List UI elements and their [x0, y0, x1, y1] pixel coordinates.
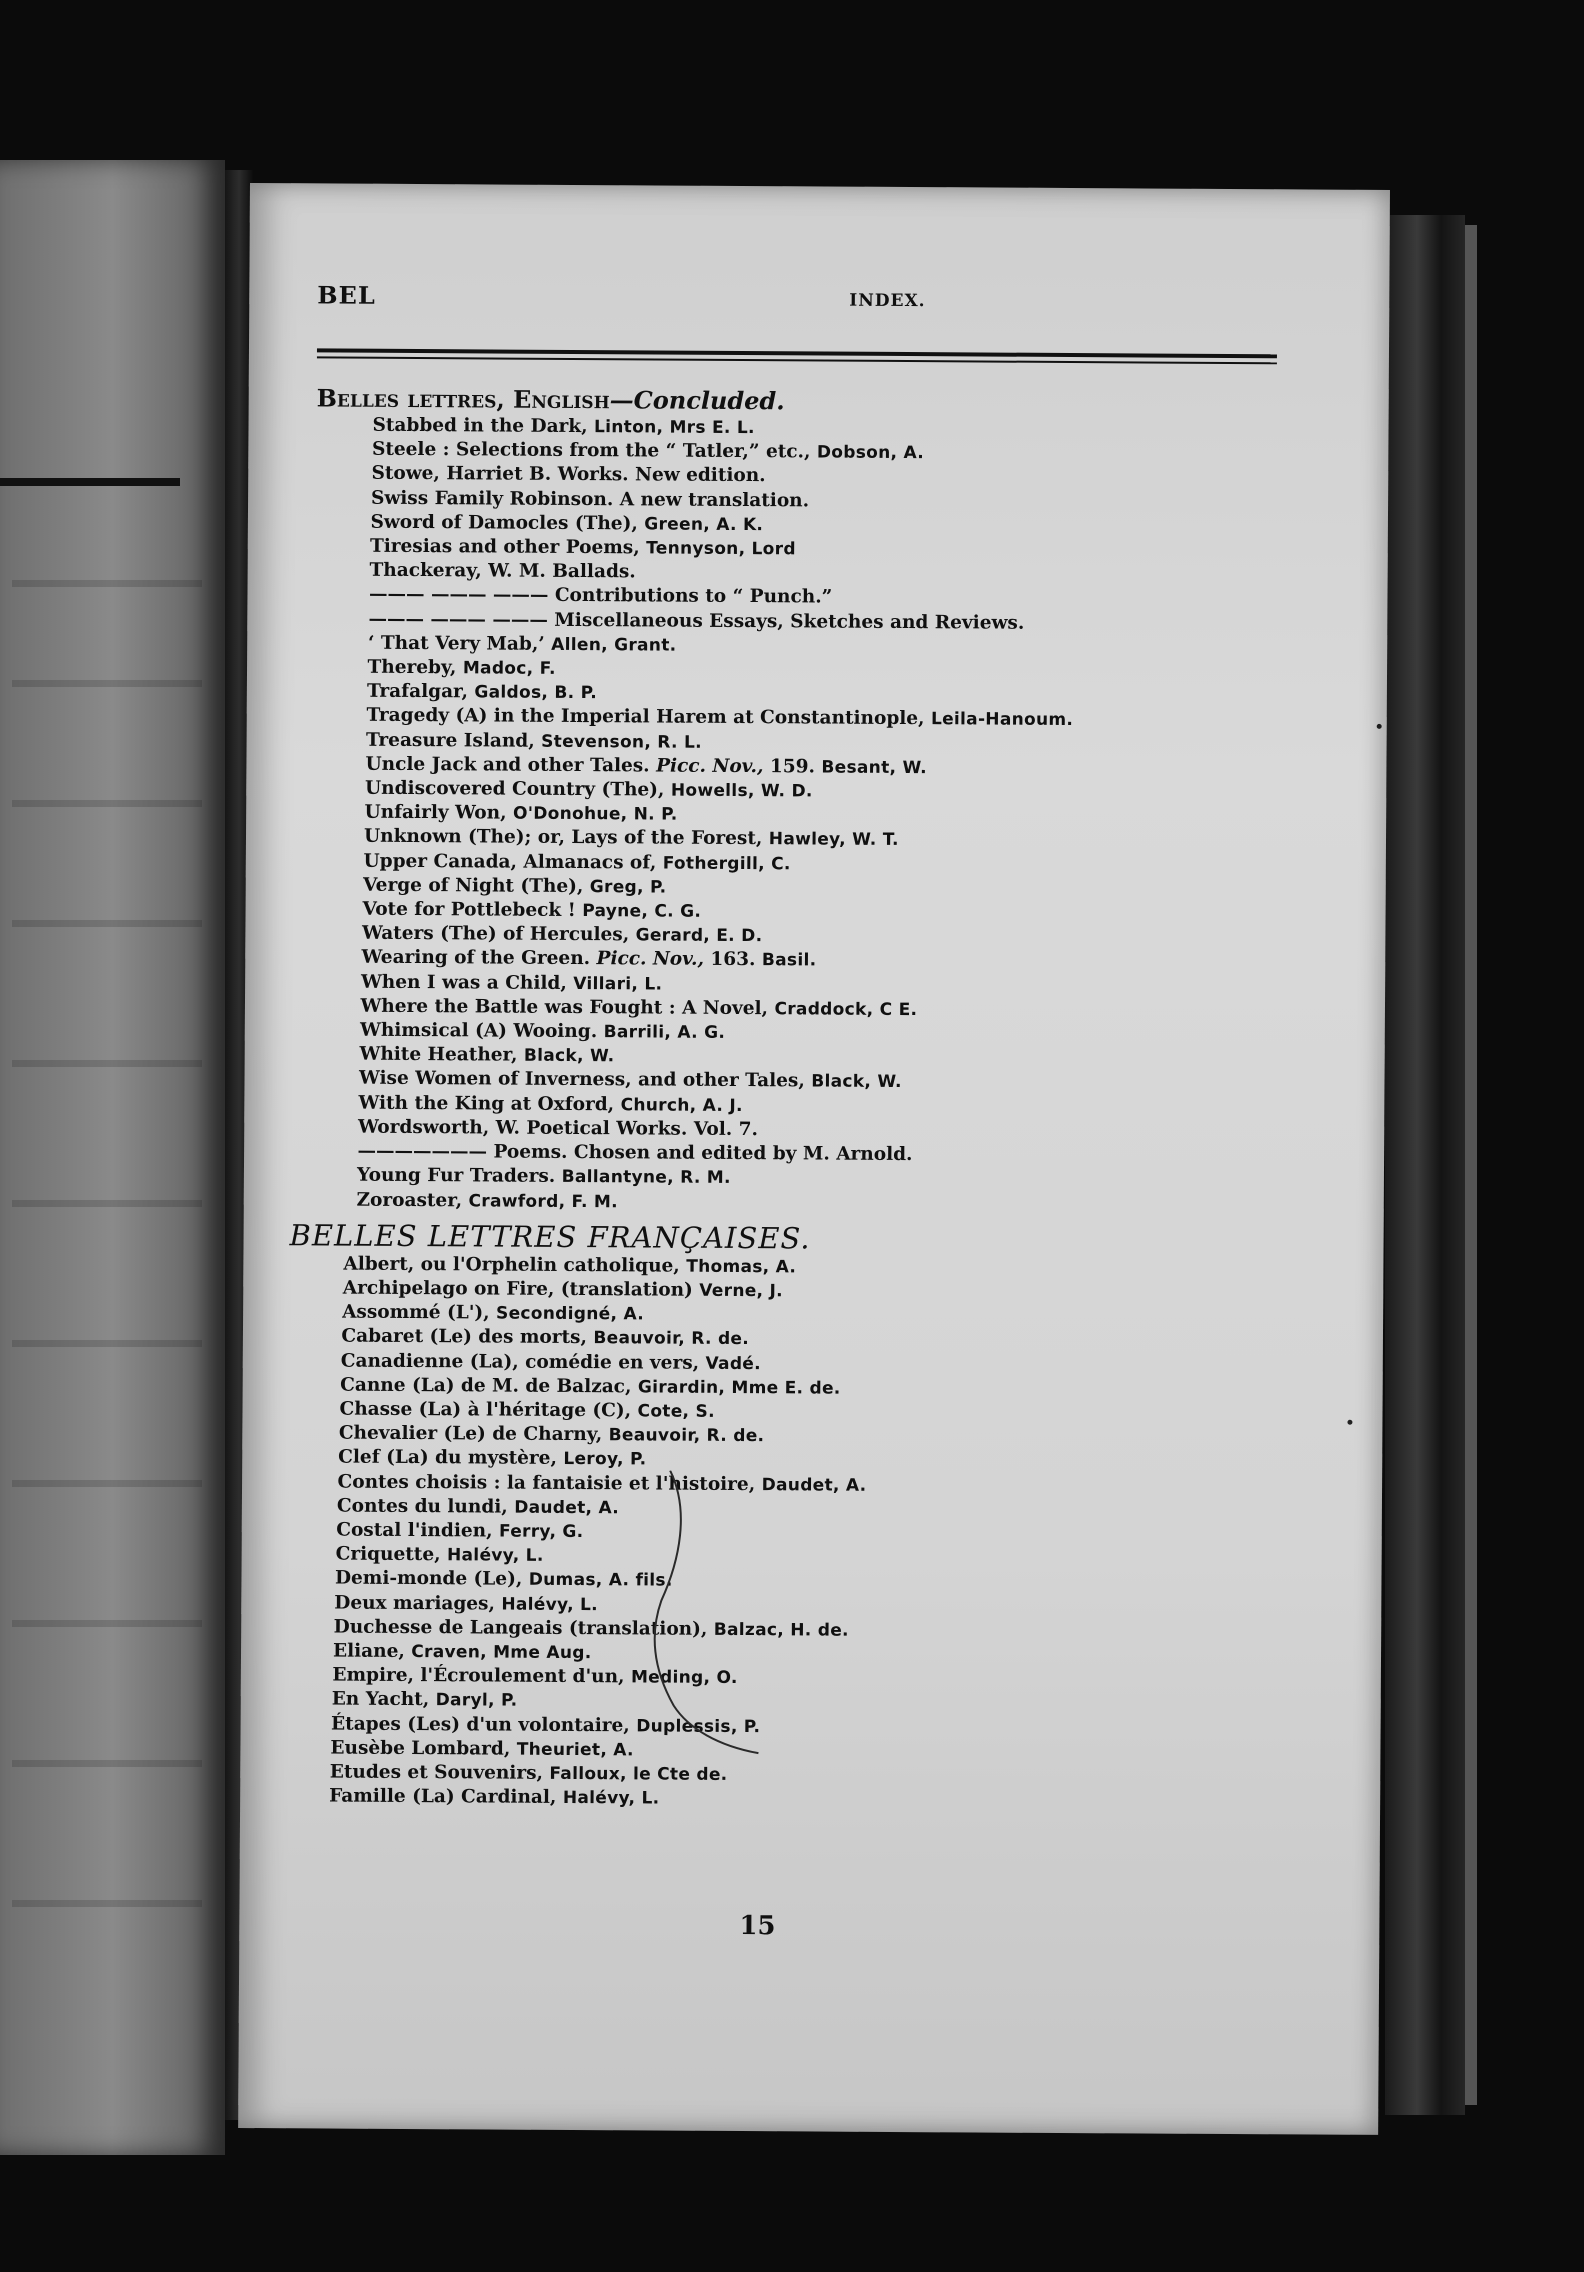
entry-title: Deux mariages, — [334, 1592, 496, 1615]
entry-title: Zoroaster, — [356, 1189, 463, 1211]
entry-author: Payne, C. G. — [582, 901, 702, 922]
entry-author: Duplessis, P. — [636, 1715, 761, 1737]
entry-title: Vote for Pottlebeck ! — [362, 898, 576, 922]
left-page-bleed-line — [12, 1200, 202, 1207]
entry-author: Leila-Hanoum. — [930, 709, 1074, 731]
entry-title: Young Fur Traders. — [357, 1164, 556, 1188]
entry-author: Girardin, Mme E. de. — [637, 1377, 841, 1399]
entry-author: Daudet, A. — [514, 1497, 620, 1519]
entry-author: Besant, W. — [821, 757, 928, 778]
left-page-bleed-line — [12, 1340, 202, 1347]
entry-title: Etudes et Souvenirs, — [329, 1761, 544, 1784]
entry-author: Daudet, A. — [761, 1474, 867, 1496]
entry-title: Waters (The) of Hercules, — [361, 922, 630, 946]
double-rule — [317, 348, 1277, 368]
entry-author: Ballantyne, R. M. — [561, 1167, 731, 1189]
entry-title: Costal l'indien, — [336, 1519, 493, 1542]
entry-author: Daryl, P. — [435, 1690, 518, 1712]
entry-title: Trafalgar, — [366, 680, 469, 703]
entry-title: Sword of Damocles (The), — [370, 511, 638, 535]
entry-title: Uncle Jack and other Tales. — [365, 753, 650, 777]
entry-author: Vadé. — [705, 1353, 761, 1374]
left-page-bleed-line — [12, 1900, 202, 1907]
entry-title: Assommé (L'), — [342, 1301, 490, 1324]
entry-title: Wordsworth, W. Poetical Works. Vol. 7. — [358, 1116, 759, 1141]
entry-title: Unknown (The); or, Lays of the Forest, — [363, 826, 763, 850]
left-page-bleed-line — [12, 1760, 202, 1767]
thin-rule — [317, 356, 1277, 364]
left-page-bleed-line — [12, 580, 202, 587]
entry-author: Howells, W. D. — [670, 780, 813, 802]
entry-title: ‘ That Very Mab,’ — [367, 632, 545, 655]
entry-title: Wearing of the Green. — [361, 947, 591, 970]
entry-author: Villari, L. — [573, 973, 663, 995]
entry-title: Chevalier (Le) de Charny, — [338, 1422, 603, 1446]
entry-author: Beauvoir, R. de. — [593, 1328, 750, 1350]
index-body — [240, 383, 1349, 1815]
entry-author: Ferry, G. — [498, 1521, 584, 1542]
left-facing-page — [0, 160, 225, 2155]
entry-title: Tragedy (A) in the Imperial Harem at Constantinople, — [366, 705, 925, 730]
section-heading-english-label: Belles lettres, English — [316, 383, 610, 415]
entry-series: Picc. Nov., — [596, 948, 705, 971]
entry-title: ——— ——— ——— Contributions to “ Punch.” — [368, 584, 833, 608]
left-page-bleed-line — [12, 800, 202, 807]
entry-author: Green, A. K. — [644, 514, 764, 535]
left-page-bleed-line — [12, 680, 202, 687]
left-page-rule — [0, 478, 180, 486]
entry-title: Contes choisis : la fantaisie et l'histoire, — [337, 1471, 756, 1495]
entry-author: Linton, Mrs E. L. — [593, 417, 755, 439]
entry-author: Hawley, W. T. — [768, 829, 899, 851]
entry-title: En Yacht, — [331, 1688, 430, 1711]
entry-author: Dumas, A. fils. — [528, 1570, 673, 1591]
entry-series-number: 163. — [710, 949, 756, 971]
running-head-left: BEL — [317, 280, 376, 310]
entry-author: Black, W. — [523, 1045, 615, 1067]
entry-series-number: 159. — [769, 756, 816, 778]
entry-title: Cabaret (Le) des morts, — [341, 1325, 588, 1349]
entry-author: Falloux, le Cte de. — [549, 1763, 728, 1785]
entry-title: Undiscovered Country (The), — [364, 777, 665, 801]
left-page-bleed-line — [12, 1480, 202, 1487]
entry-title: Treasure Island, — [365, 729, 535, 752]
entry-author: Fothergill, C. — [662, 853, 791, 874]
entry-title: Steele : Selections from the “ Tatler,” etc., — [371, 438, 811, 463]
entry-author: Balzac, H. de. — [713, 1619, 849, 1641]
entry-title: Whimsical (A) Wooing. — [360, 1019, 598, 1043]
entry-author: Basil. — [761, 950, 817, 971]
entry-author: Thomas, A. — [686, 1256, 797, 1278]
entry-title: White Heather, — [359, 1043, 518, 1066]
entry-title: Empire, l'Écroulement d'un, — [332, 1664, 625, 1688]
running-head-center: INDEX. — [849, 290, 926, 312]
entry-author: Tennyson, Lord — [646, 538, 796, 560]
entry-title: Archipelago on Fire, (translation) — [342, 1277, 693, 1301]
section-heading-english-concluded: —Concluded. — [609, 385, 785, 416]
entry-title: Duchesse de Langeais (translation), — [333, 1616, 708, 1640]
entry-title: Wise Women of Inverness, and other Tales, — [359, 1068, 805, 1092]
entry-author: Craven, Mme Aug. — [411, 1641, 592, 1664]
entry-author: Beauvoir, R. de. — [608, 1425, 765, 1447]
entry-author: Galdos, B. P. — [474, 682, 598, 704]
entry-title: Verge of Night (The), — [362, 874, 584, 897]
english-entry-list — [244, 413, 1349, 1218]
entry-author: Verne, J. — [699, 1280, 784, 1302]
entry-title: Where the Battle was Fought : A Novel, — [360, 995, 769, 1020]
entry-author: Madoc, F. — [462, 658, 556, 679]
entry-author: Dobson, A. — [816, 442, 925, 464]
section-heading-french: BELLES LETTRES FRANÇAISES. — [289, 1217, 811, 1256]
entry-author: Gerard, E. D. — [635, 925, 763, 947]
entry-title: Stowe, Harriet B. Works. New edition. — [371, 463, 766, 487]
entry-title: When I was a Child, — [360, 971, 567, 994]
entry-title: Unfairly Won, — [364, 801, 507, 824]
entry-title: Canne (La) de M. de Balzac, — [340, 1374, 632, 1398]
page-edge-highlight — [1465, 225, 1477, 2105]
page-edge-stack — [1385, 215, 1465, 2115]
entry-title: Criquette, — [335, 1543, 441, 1566]
entry-title: ——— ——— ——— Miscellaneous Essays, Sketches and Reviews. — [368, 608, 1025, 634]
entry-author: Black, W. — [811, 1071, 902, 1093]
entry-title: Canadienne (La), comédie en vers, — [340, 1350, 700, 1374]
entry-title: ——————— Poems. Chosen and edited by M. Arnold. — [357, 1140, 913, 1166]
entry-author: Cote, S. — [637, 1401, 715, 1422]
entry-author: Allen, Grant. — [551, 634, 677, 656]
entry-title: Eusèbe Lombard, — [330, 1737, 511, 1760]
entry-author: Theuriet, A. — [516, 1739, 634, 1761]
entry-author: Halévy, L. — [501, 1594, 599, 1615]
page-number: 15 — [739, 1911, 776, 1942]
entry-author: Crawford, F. M. — [468, 1190, 619, 1212]
entry-author: Barrili, A. G. — [603, 1022, 726, 1043]
index-page — [238, 183, 1390, 2135]
entry-title: Thackeray, W. M. Ballads. — [369, 559, 636, 583]
entry-title: Albert, ou l'Orphelin catholique, — [343, 1253, 680, 1277]
entry-author: Church, A. J. — [620, 1094, 743, 1116]
entry-title: Thereby, — [367, 656, 457, 679]
entry-title: Contes du lundi, — [336, 1495, 508, 1518]
entry-title: Clef (La) du mystère, — [338, 1446, 557, 1470]
entry-title: Famille (La) Cardinal, — [329, 1785, 557, 1809]
entry-series: Picc. Nov., — [656, 755, 764, 777]
entry-title: Swiss Family Robinson. A new translation. — [370, 487, 810, 512]
entry-title: Eliane, — [332, 1640, 405, 1662]
entry-author: O'Donohue, N. P. — [512, 803, 678, 825]
ink-speck — [1347, 1420, 1352, 1425]
entry-author: Meding, O. — [630, 1667, 738, 1689]
entry-title: Demi-monde (Le), — [334, 1567, 523, 1591]
entry-author: Greg, P. — [589, 876, 667, 898]
left-page-bleed-line — [12, 1620, 202, 1627]
entry-author: Halévy, L. — [446, 1545, 544, 1566]
entry-title: Upper Canada, Almanacs of, — [363, 850, 657, 874]
ink-speck — [1377, 724, 1382, 729]
entry-title: Stabbed in the Dark, — [372, 414, 588, 438]
running-head — [317, 280, 1317, 316]
pencil-mark — [648, 1470, 770, 1761]
entry-author: Stevenson, R. L. — [541, 731, 702, 753]
left-page-bleed-line — [12, 1060, 202, 1067]
entry-author: Secondigné, A. — [496, 1303, 645, 1325]
left-page-bleed-line — [12, 920, 202, 927]
entry-title: Chasse (La) à l'héritage (C), — [339, 1398, 632, 1422]
entry-title: Tiresias and other Poems, — [369, 535, 640, 559]
entry-title: With the King at Oxford, — [358, 1092, 615, 1115]
entry-title: Étapes (Les) d'un volontaire, — [331, 1713, 630, 1736]
entry-author: Leroy, P. — [563, 1449, 647, 1470]
entry-author: Craddock, C E. — [774, 999, 918, 1020]
french-entry-list — [240, 1252, 1343, 1815]
entry-author: Halévy, L. — [562, 1788, 660, 1809]
